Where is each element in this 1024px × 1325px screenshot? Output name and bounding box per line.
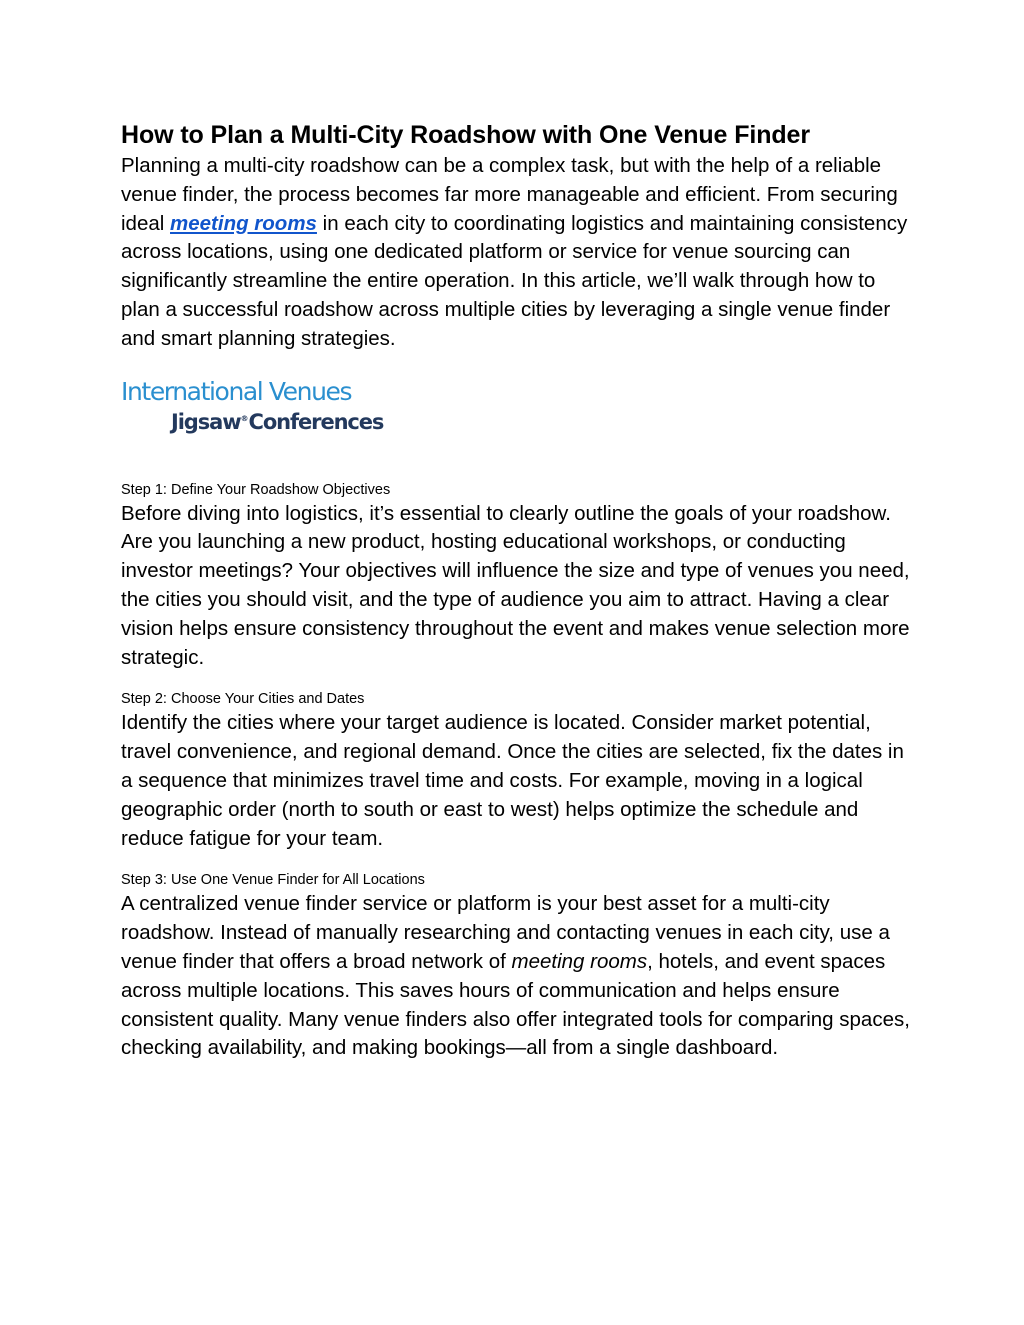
step-3-body-before: A centralized venue finder service or platform is your best asset for a multi-city roadshow. Instead of manually researching and contacting venues in each city, use a venue finder that offers a broad network of	[121, 892, 890, 973]
international-venues-logo	[121, 376, 384, 448]
step-1-body: Before diving into logistics, it’s essential to clearly outline the goals of your roadshow. Are you launching a new product, hosting educational workshops, or conducting investor meetings? Your objectives will influence the size and type of venues you need, the cities you should visit, and the type of audience you aim to attract. Having a clear vision helps ensure consistency throughout the event and makes venue selection more strategic.	[121, 501, 910, 669]
logo-jigsaw: Jigsaw	[171, 409, 241, 434]
logo-line-jigsaw-conferences	[171, 406, 383, 435]
logo-line-international-venues: International Venues	[121, 376, 352, 406]
step-3-body	[121, 890, 911, 1063]
step-3-body-after: , hotels, and event spaces across multiple locations. This saves hours of communication and helps ensure consistent quality. Many venue finders also offer integrated tools for comparing spaces, checking availability, and making bookings—all from a single dashboard.	[121, 949, 910, 1060]
intro-paragraph	[121, 152, 911, 354]
step-1-heading: Step 1: Define Your Roadshow Objectives	[121, 481, 391, 498]
step-2-heading: Step 2: Choose Your Cities and Dates	[121, 691, 365, 708]
logo-registered-mark: ®	[240, 413, 249, 423]
logo-conferences: Conferences	[248, 409, 384, 434]
document-page	[121, 118, 911, 1063]
meeting-rooms-link[interactable]: meeting rooms	[170, 211, 317, 235]
step-3-heading: Step 3: Use One Venue Finder for All Locations	[121, 872, 425, 889]
page-title: How to Plan a Multi-City Roadshow with One Venue Finder	[121, 121, 810, 149]
intro-text-before: Planning a multi-city roadshow can be a complex task, but with the help of a reliable venue finder, the process becomes far more manageable and efficient. From securing ideal	[121, 154, 898, 235]
intro-text-after: in each city to coordinating logistics and maintaining consistency across locations, using one dedicated platform or service for venue sourcing can significantly streamline the entire operation. In this article, we’ll walk through how to plan a successful roadshow across multiple cities by leveraging a single venue finder and smart planning strategies.	[121, 211, 908, 350]
step-2-body: Identify the cities where your target audience is located. Consider market potential, travel convenience, and regional demand. Once the cities are selected, fix the dates in a sequence that minimizes travel time and costs. For example, moving in a logical geographic order (north to south or east to west) helps optimize the schedule and reduce fatigue for your team.	[121, 711, 904, 850]
step-3-body-italic: meeting rooms	[511, 949, 648, 973]
